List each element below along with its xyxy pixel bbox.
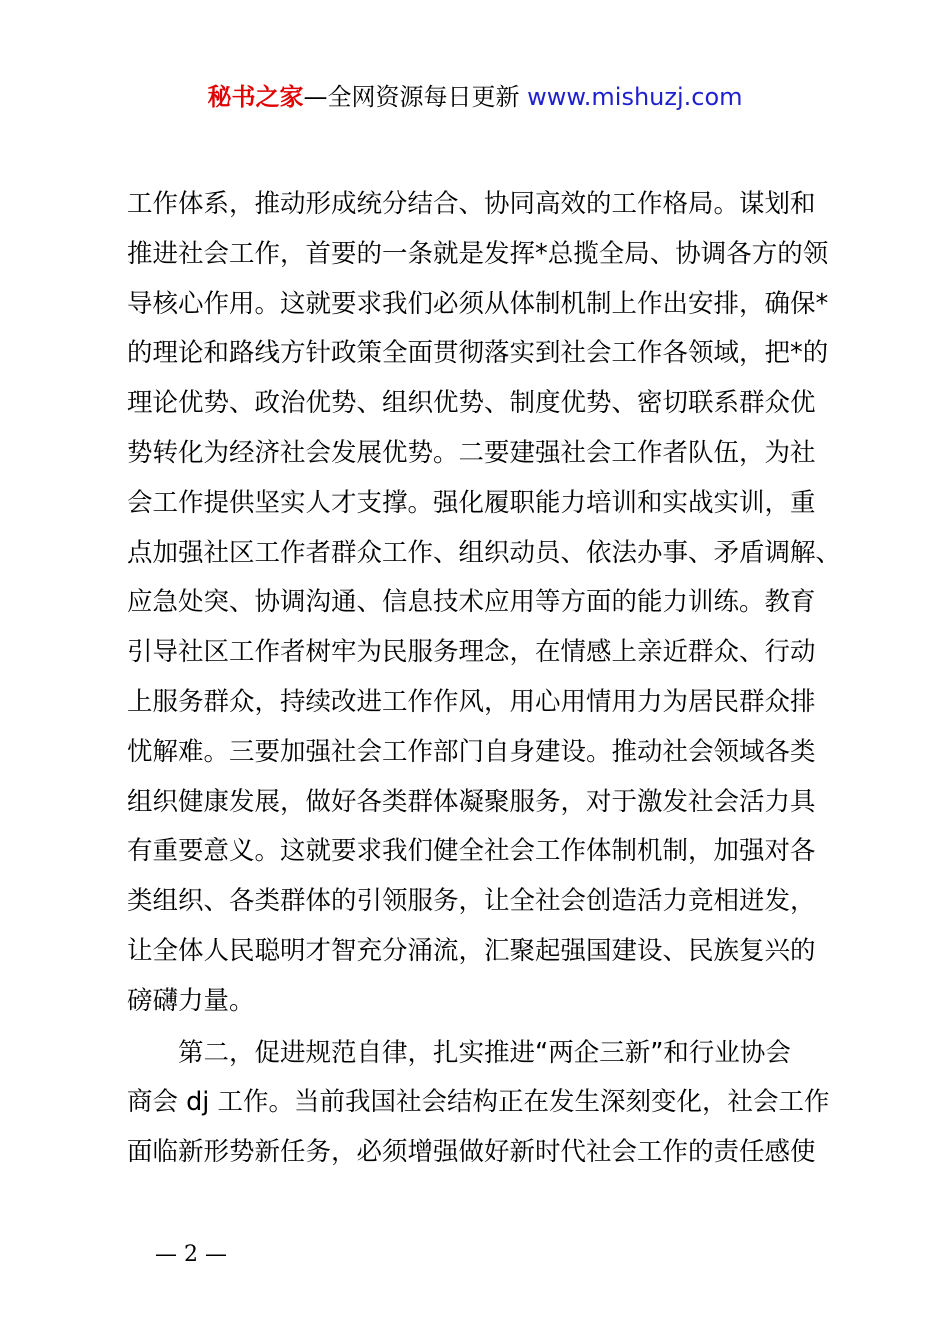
text-line: 有重要意义。这就要求我们健全社会工作体制机制，加强对各 [127,836,816,867]
text-line: 让全体人民聪明才智充分涌流，汇聚起强国建设、民族复兴的 [127,935,816,966]
text-line: 忧解难。三要加强社会工作部门自身建设。推动社会领域各类 [127,736,816,767]
text-line: 会工作提供坚实人才支撑。强化履职能力培训和实战实训，重 [127,487,816,518]
text-line: 类组织、各类群体的引领服务，让全社会创造活力竞相迸发， [127,886,816,917]
text-line: 上服务群众，持续改进工作作风，用心用情用力为居民群众排 [127,686,816,717]
paragraph-1 [127,180,847,1027]
text-line: 组织健康发展，做好各类群体凝聚服务，对于激发社会活力具 [127,786,816,817]
text-line: 应急处突、协调沟通、信息技术应用等方面的能力训练。教育 [127,587,816,618]
site-tagline: —全网资源每日更新 [303,83,520,111]
text-line: 引导社区工作者树牢为民服务理念，在情感上亲近群众、行动 [127,637,816,668]
site-url-link[interactable]: www.mishuzj.com [527,83,743,111]
text-line: 导核心作用。这就要求我们必须从体制机制上作出安排，确保* [127,288,829,319]
page-number: — 2 — [155,1242,227,1267]
site-header [0,80,950,114]
text-line: 势转化为经济社会发展优势。二要建强社会工作者队伍，为社 [127,437,816,468]
document-body [127,180,847,1178]
text-line: 推进社会工作，首要的一条就是发挥*总揽全局、协调各方的领 [127,238,829,269]
paragraph-2 [127,1029,847,1178]
text-line: 理论优势、政治优势、组织优势、制度优势、密切联系群众优 [127,388,816,419]
text-line: 点加强社区工作者群众工作、组织动员、依法办事、矛盾调解、 [127,537,842,568]
text-line: 第二，促进规范自律，扎实推进“两企三新”和行业协会 [178,1037,791,1068]
text-line: 商会 dj 工作。当前我国社会结构正在发生深刻变化，社会工作 [127,1087,830,1118]
text-line: 工作体系，推动形成统分结合、协同高效的工作格局。谋划和 [127,189,816,219]
site-brand: 秘书之家 [207,83,304,111]
text-line: 面临新形势新任务，必须增强做好新时代社会工作的责任感使 [127,1137,816,1168]
text-line: 磅礴力量。 [127,985,255,1016]
text-line: 的理论和路线方针政策全面贯彻落实到社会工作各领域，把*的 [127,338,829,369]
